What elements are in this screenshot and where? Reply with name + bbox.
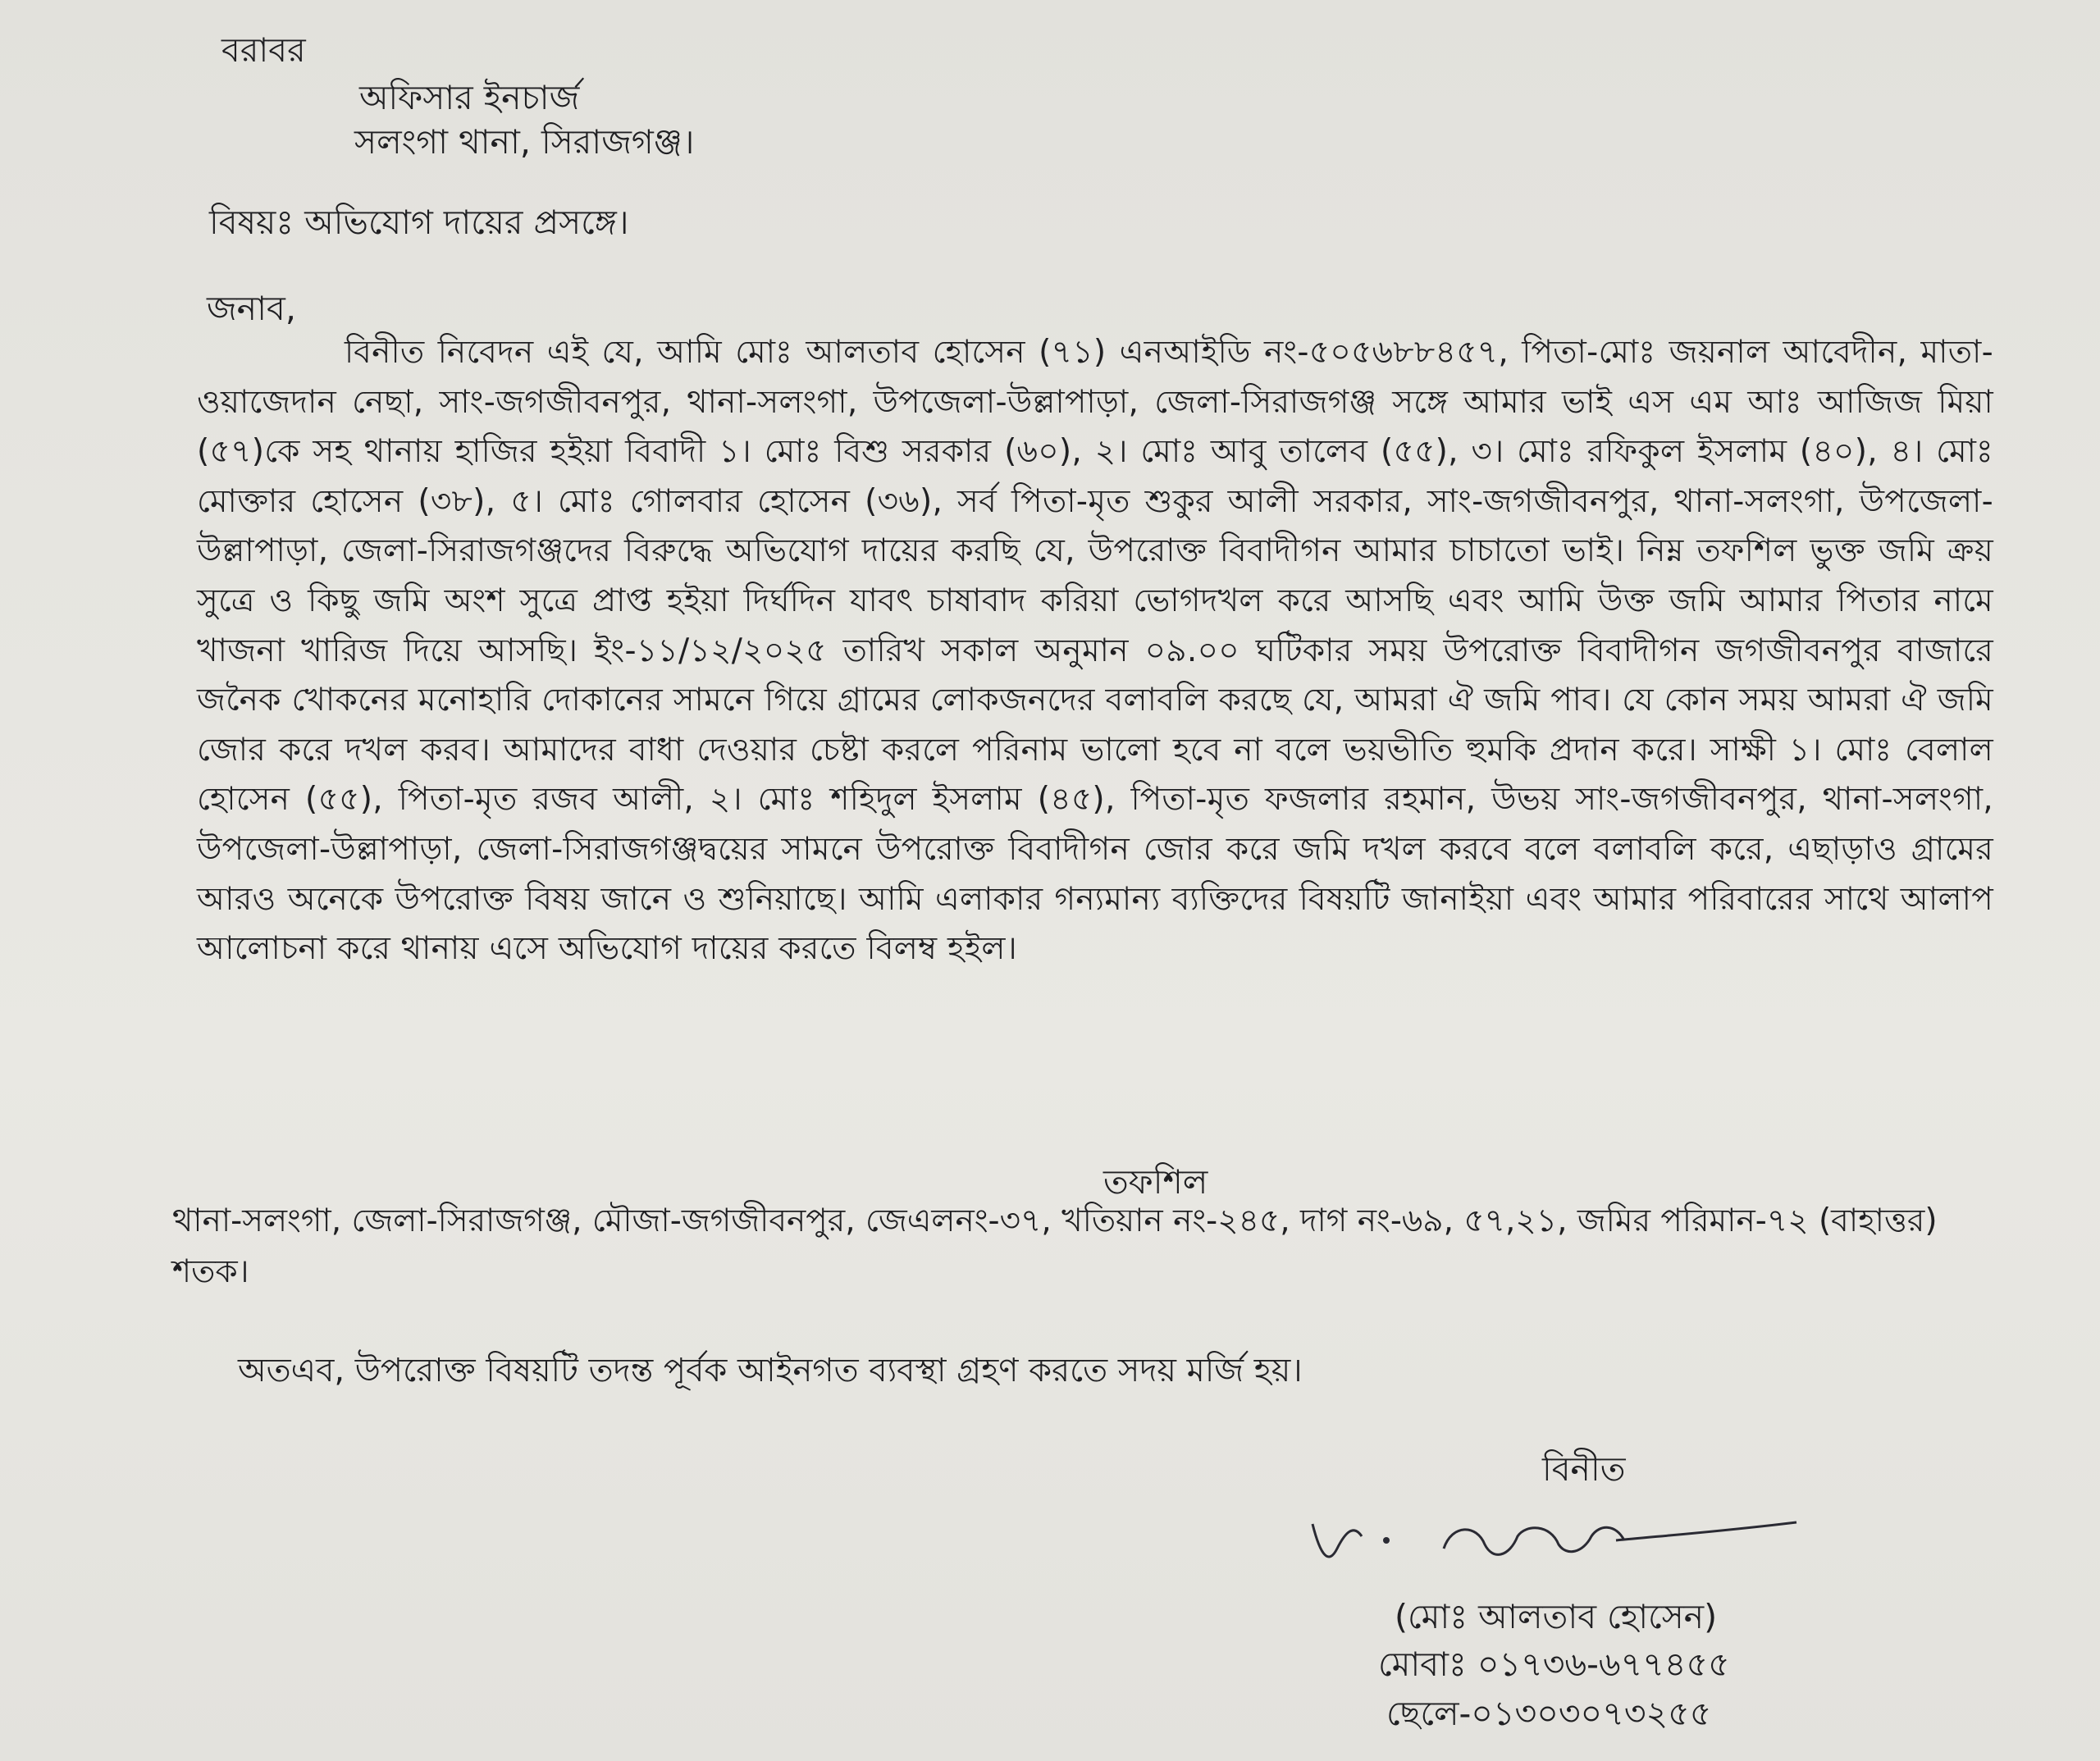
recipient-title: অফিসার ইনচার্জ	[359, 78, 580, 117]
recipient-address: সলংগা থানা, সিরাজগঞ্জ।	[354, 122, 695, 162]
letter-body: বিনীত নিবেদন এই যে, আমি মোঃ আলতাব হোসেন (৭১) এনআইডি নং-৫০৫৬৮৮৪৫৭, পিতা-মোঃ জয়নাল আবেদীন, মাতা-ওয়াজেদান নেছা, সাং-জগজীবনপুর, থানা-সলংগা, উপজেলা-উল্লাপাড়া, জেলা-সিরাজগঞ্জ সঙ্গে আমার ভাই এস এম আঃ আজিজ মিয়া (৫৭)কে সহ থানায় হাজির হইয়া বিবাদী ১। মোঃ বিশু সরকার (৬০), ২। মোঃ আবু তালেব (৫৫), ৩। মোঃ রফিকুল ইসলাম (৪০), ৪। মোঃ মোক্তার হোসেন (৩৮), ৫। মোঃ গোলবার হোসেন (৩৬), সর্ব পিতা-মৃত শুকুর আলী সরকার, সাং-জগজীবনপুর, থানা-সলংগা, উপজেলা-উল্লাপাড়া, জেলা-সিরাজগঞ্জদের বিরুদ্ধে অভিযোগ দায়ের করছি যে, উপরোক্ত বিবাদীগন আমার চাচাতো ভাই। নিম্ন তফশিল ভুক্ত জমি ক্রয় সুত্রে ও কিছু জমি অংশ সুত্রে প্রাপ্ত হইয়া দির্ঘদিন যাবৎ চাষাবাদ করিয়া ভোগদখল করে আসছি এবং আমি উক্ত জমি আমার পিতার নামে খাজনা খারিজ দিয়ে আসছি। ইং-১১/১২/২০২৫ তারিখ সকাল অনুমান ০৯.০০ ঘটিকার সময় উপরোক্ত বিবাদীগন জগজীবনপুর বাজারে জনৈক খোকনের মনোহারি দোকানের সামনে গিয়ে গ্রামের লোকজনদের বলাবলি করছে যে, আমরা ঐ জমি পাব। যে কোন সময় আমরা ঐ জমি জোর করে দখল করব। আমাদের বাধা দেওয়ার চেষ্টা করলে পরিনাম ভালো হবে না বলে ভয়ভীতি হুমকি প্রদান করে। সাক্ষী ১। মোঃ বেলাল হোসেন (৫৫), পিতা-মৃত রজব আলী, ২। মোঃ শহিদুল ইসলাম (৪৫), পিতা-মৃত ফজলার রহমান, উভয় সাং-জগজীবনপুর, থানা-সলংগা, উপজেলা-উল্লাপাড়া, জেলা-সিরাজগঞ্জদ্বয়ের সামনে উপরোক্ত বিবাদীগন জোর করে জমি দখল করবে বলে বলাবলি করে, এছাড়াও গ্রামের আরও অনেকে উপরোক্ত বিষয় জানে ও শুনিয়াছে। আমি এলাকার গন্যমান্য ব্যক্তিদের বিষয়টি জানাইয়া এবং আমার পরিবারের সাথে আলাপ আলোচনা করে থানায় এসে অভিযোগ দায়ের করতে বিলম্ব হইল।	[197, 334, 1993, 968]
sender-phone: মোবাঃ ০১৭৩৬-৬৭৭৪৫৫	[1378, 1645, 1730, 1684]
salutation-to: বরাবর	[221, 30, 306, 70]
schedule-details: থানা-সলংগা, জেলা-সিরাজগঞ্জ, মৌজা-জগজীবনপুর, জেএলনং-৩৭, খতিয়ান নং-২৪৫, দাগ নং-৬৯, ৫৭,২১, জমির পরিমান-৭২ (বাহাত্তর) শতক।	[172, 1202, 1938, 1290]
sender-name: (মোঃ আলতাব হোসেন)	[1395, 1597, 1718, 1636]
closing: বিনীত	[1542, 1449, 1626, 1489]
subject-line: বিষয়ঃ অভিযোগ দায়ের প্রসঙ্গে।	[209, 203, 629, 242]
handwritten-signature	[1304, 1499, 1813, 1590]
greeting: জনাব,	[207, 289, 296, 328]
prayer-line: অতএব, উপরোক্ত বিষয়টি তদন্ত পূর্বক আইনগত ব্যবস্থা গ্রহণ করতে সদয় মর্জি হয়।	[238, 1352, 1303, 1389]
schedule-title: তফশিল	[1103, 1162, 1208, 1202]
son-phone: ছেলে-০১৩০৩০৭৩২৫৫	[1386, 1694, 1712, 1733]
